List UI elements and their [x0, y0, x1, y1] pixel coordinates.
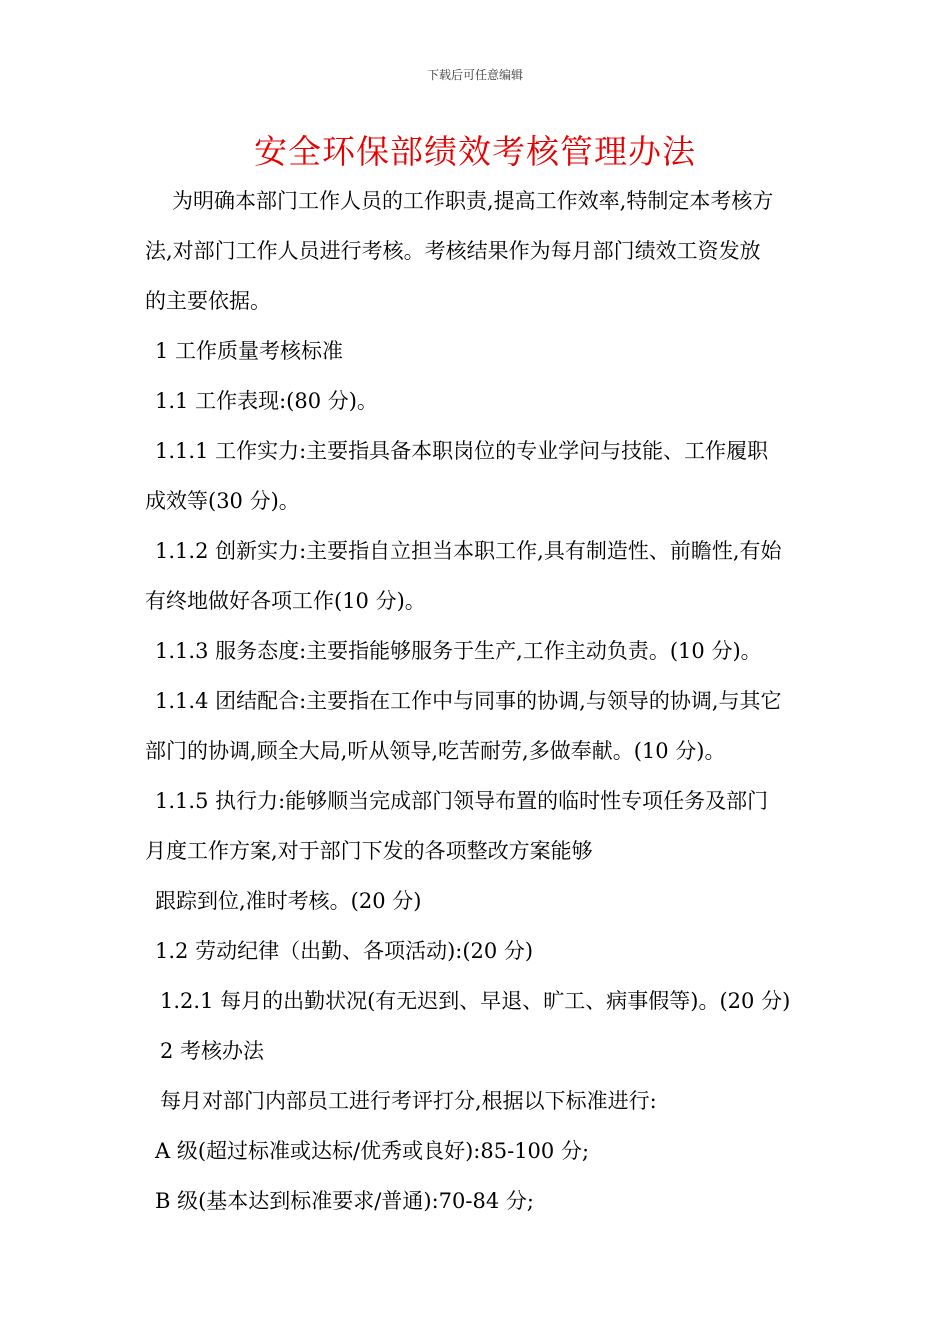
subsection-heading: 1.2 劳动纪律（出勤、各项活动):(20 分) — [155, 939, 534, 963]
section-heading: 1 工作质量考核标准 — [155, 339, 344, 363]
paragraph-line: 为明确本部门工作人员的工作职责,提高工作效率,特制定本考核方 — [172, 189, 774, 213]
paragraph-line: 1.1.3 服务态度:主要指能够服务于生产,工作主动负责。(10 分)。 — [155, 639, 762, 663]
paragraph-line: 有终地做好各项工作(10 分)。 — [145, 589, 426, 613]
document-title: 安全环保部绩效考核管理办法 — [254, 132, 696, 171]
grade-line: A 级(超过标准或达标/优秀或良好):85-100 分; — [155, 1139, 590, 1163]
paragraph-line: 1.2.1 每月的出勤状况(有无迟到、早退、旷工、病事假等)。(20 分) — [160, 989, 791, 1013]
paragraph-line: 1.1.4 团结配合:主要指在工作中与同事的协调,与领导的协调,与其它 — [155, 689, 782, 713]
paragraph-line: 跟踪到位,准时考核。(20 分) — [155, 889, 422, 913]
subsection-heading: 1.1 工作表现:(80 分)。 — [155, 389, 378, 413]
section-heading: 2 考核办法 — [160, 1039, 265, 1063]
paragraph-line: 每月对部门内部员工进行考评打分,根据以下标准进行: — [160, 1089, 657, 1113]
paragraph-line: 1.1.1 工作实力:主要指具备本职岗位的专业学问与技能、工作履职 — [155, 439, 769, 463]
paragraph-line: 法,对部门工作人员进行考核。考核结果作为每月部门绩效工资发放 — [145, 239, 761, 263]
paragraph-line: 1.1.5 执行力:能够顺当完成部门领导布置的临时性专项任务及部门 — [155, 789, 769, 813]
paragraph-line: 1.1.2 创新实力:主要指自立担当本职工作,具有制造性、前瞻性,有始 — [155, 539, 782, 563]
header-note: 下载后可任意编辑 — [426, 68, 523, 82]
grade-line: B 级(基本达到标准要求/普通):70-84 分; — [155, 1189, 534, 1213]
paragraph-line: 月度工作方案,对于部门下发的各项整改方案能够 — [145, 839, 593, 863]
document-body — [145, 176, 810, 1226]
paragraph-line: 的主要依据。 — [145, 289, 271, 313]
paragraph-line: 成效等(30 分)。 — [145, 489, 300, 513]
paragraph-line: 部门的协调,顾全大局,听从领导,吃苦耐劳,多做奉献。(10 分)。 — [145, 739, 726, 763]
